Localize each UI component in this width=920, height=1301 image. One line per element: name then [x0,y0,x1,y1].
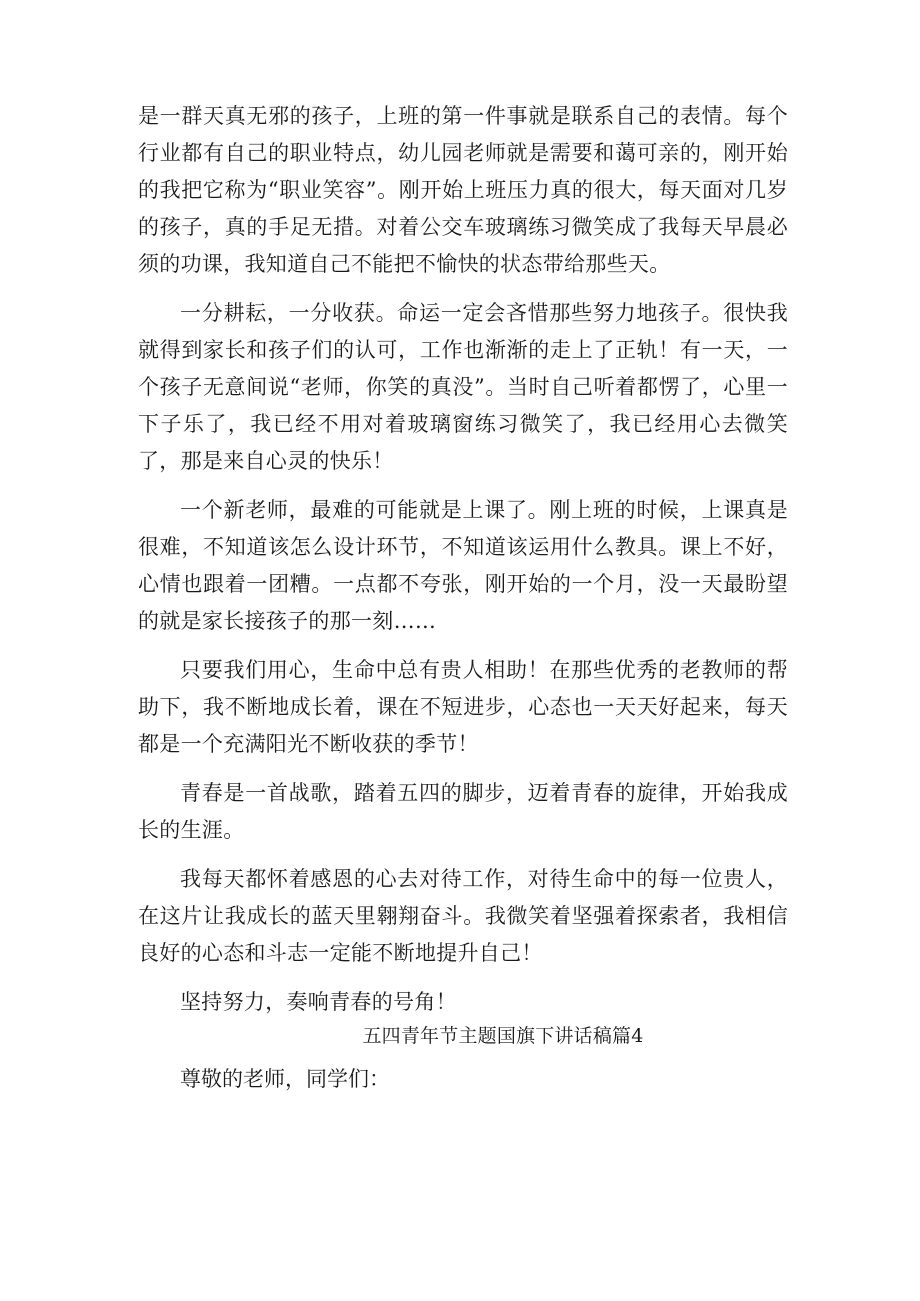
paragraph-6: 我每天都怀着感恩的心去对待工作，对待生命中的每一位贵人，在这片让我成长的蓝天里翱翔奋斗。我微笑着坚强着探索者，我相信良好的心态和斗志一定能不断地提升自己！ [138,867,788,965]
paragraph-4: 只要我们用心，生命中总有贵人相助！在那些优秀的老教师的帮助下，我不断地成长着，课在不短进步，心态也一天天好起来，每天都是一个充满阳光不断收获的季节！ [138,658,788,756]
document-body [138,98,788,1098]
paragraph-7: 坚持努力，奏响青春的号角！ [180,990,457,1014]
paragraph-1: 是一群天真无邪的孩子，上班的第一件事就是联系自己的表情。每个行业都有自己的职业特点，幼儿园老师就是需要和蔼可亲的，刚开始的我把它称为“职业笑容”。刚开始上班压力真的很大，每天面对几岁的孩子，真的手足无措。对着公交车玻璃练习微笑成了我每天早晨必须的功课，我知道自己不能把不愉快的状态带给那些天。 [138,104,788,276]
paragraph-2: 一分耕耘，一分收获。命运一定会吝惜那些努力地孩子。很快我就得到家长和孩子们的认可，工作也渐渐的走上了正轨！有一天，一个孩子无意间说“老师，你笑的真没”。当时自己听着都愣了，心里一下子乐了，我已经不用对着玻璃窗练习微笑了，我已经用心去微笑了，那是来自心灵的快乐！ [138,301,788,473]
paragraph-5: 青春是一首战歌，踏着五四的脚步，迈着青春的旋律，开始我成长的生涯。 [138,781,788,842]
paragraph-3: 一个新老师，最难的可能就是上课了。刚上班的时候，上课真是很难，不知道该怎么设计环节，不知道该运用什么教具。课上不好，心情也跟着一团糟。一点都不夸张，刚开始的一个月，没一天最盼望的就是家长接孩子的那一刻…… [138,498,788,633]
greeting-line: 尊敬的老师，同学们： [180,1067,390,1091]
section-heading: 五四青年节主题国旗下讲话稿篇4 [362,1025,644,1047]
